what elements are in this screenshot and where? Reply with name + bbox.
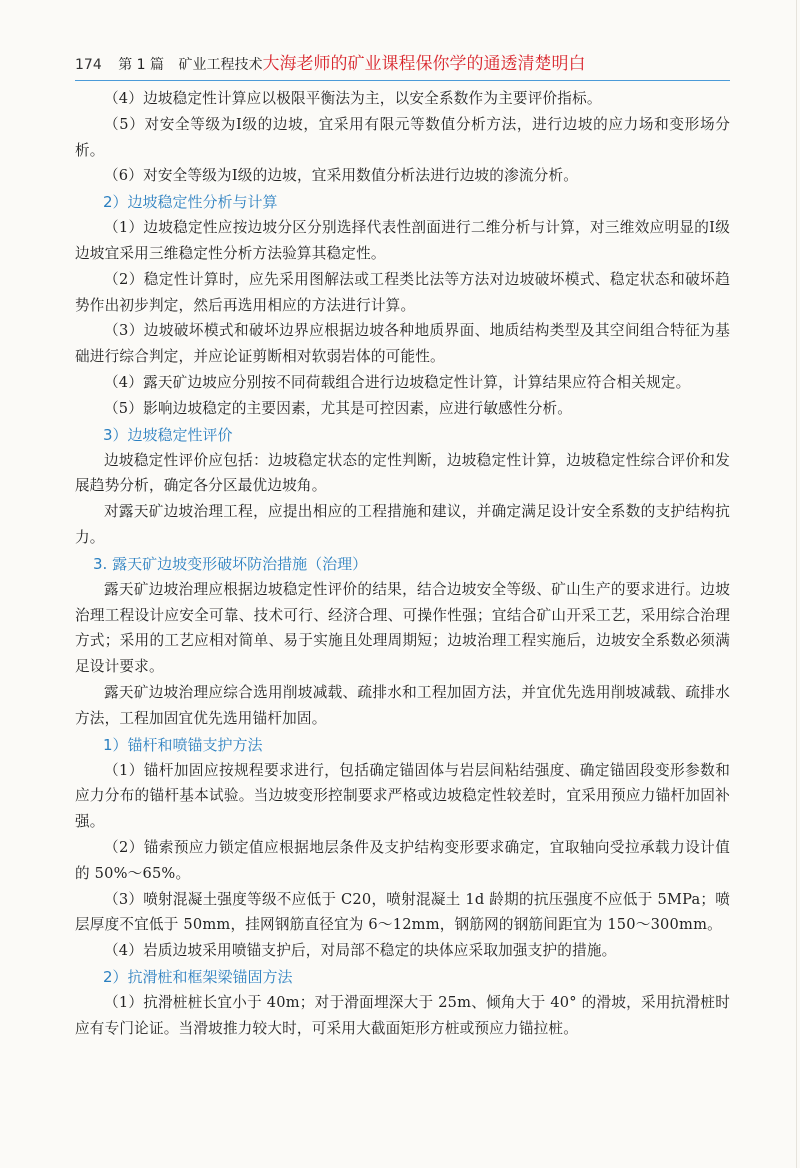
paragraph: （5）对安全等级为Ⅰ级的边坡，宜采用有限元等数值分析方法，进行边坡的应力场和变形场分析。	[75, 115, 730, 159]
part-label: 第 1 篇	[118, 57, 164, 73]
section-heading: 2）抗滑桩和框架梁锚固方法	[103, 967, 293, 986]
paragraph: （1）边坡稳定性应按边坡分区分别选择代表性剖面进行二维分析与计算，对三维效应明显的Ⅰ级边坡宜采用三维稳定性分析方法验算其稳定性。	[75, 219, 730, 262]
section-label: 矿业工程技术	[178, 57, 263, 73]
page-body	[75, 86, 730, 1042]
paragraph: （2）锚索预应力锁定值应根据地层条件及支护结构变形要求确定，宜取轴向受拉承载力设计值的 50%～65%。	[75, 838, 730, 882]
paragraph: 露天矿边坡治理应综合选用削坡减载、疏排水和工程加固方法，并宜优先选用削坡减载、疏排水方法，工程加固宜优先选用锚杆加固。	[75, 683, 730, 727]
section-heading: 2）边坡稳定性分析与计算	[103, 193, 278, 212]
chapter-heading: 3. 露天矿边坡变形破坏防治措施（治理）	[93, 554, 368, 573]
paragraph: （4）露天矿边坡应分别按不同荷载组合进行边坡稳定性计算，计算结果应符合相关规定。	[104, 373, 691, 391]
paragraph: （1）抗滑桩桩长宜小于 40m；对于滑面埋深大于 25m、倾角大于 40° 的滑坡，采用抗滑桩时应有专门论证。当滑坡推力较大时，可采用大截面矩形方桩或预应力锚拉桩。	[75, 993, 730, 1037]
paragraph: （1）锚杆加固应按规程要求进行，包括确定锚固体与岩层间粘结强度、确定锚固段变形参数和应力分布的锚杆基本试验。当边坡变形控制要求严格或边坡稳定性较差时，宜采用预应力锚杆加固补强。	[75, 761, 730, 831]
paragraph: （3）边坡破坏模式和破坏边界应根据边坡各种地质界面、地质结构类型及其空间组合特征为基础进行综合判定，并应论证剪断相对软弱岩体的可能性。	[75, 322, 730, 366]
page-number: 174	[75, 57, 102, 73]
scan-edge-line	[796, 0, 797, 1168]
watermark-text: 大海老师的矿业课程保你学的通透清楚明白	[262, 54, 586, 74]
section-heading: 1）锚杆和喷锚支护方法	[103, 735, 263, 754]
paragraph: （3）喷射混凝土强度等级不应低于 C20，喷射混凝土 1d 龄期的抗压强度不应低于 5MPa；喷层厚度不宜低于 50mm，挂网钢筋直径宜为 6～12mm，钢筋网的钢筋间距宜为 150～300mm。	[75, 890, 730, 934]
section-heading: 3）边坡稳定性评价	[103, 425, 233, 444]
page-header	[75, 52, 730, 81]
paragraph: （6）对安全等级为Ⅰ级的边坡，宜采用数值分析法进行边坡的渗流分析。	[104, 167, 579, 185]
paragraph: （4）边坡稳定性计算应以极限平衡法为主，以安全系数作为主要评价指标。	[104, 90, 602, 107]
paragraph: （4）岩质边坡采用喷锚支护后，对局部不稳定的块体应采取加强支护的措施。	[104, 942, 617, 960]
paragraph: 对露天矿边坡治理工程，应提出相应的工程措施和建议，并确定满足设计安全系数的支护结构抗力。	[75, 503, 730, 546]
paragraph: （2）稳定性计算时，应先采用图解法或工程类比法等方法对边坡破坏模式、稳定状态和破坏趋势作出初步判定，然后再选用相应的方法进行计算。	[75, 270, 730, 314]
paragraph: 边坡稳定性评价应包括：边坡稳定状态的定性判断，边坡稳定性计算，边坡稳定性综合评价和发展趋势分析，确定各分区最优边坡角。	[75, 451, 730, 495]
paragraph: （5）影响边坡稳定的主要因素，尤其是可控因素，应进行敏感性分析。	[104, 399, 573, 417]
paragraph: 露天矿边坡治理应根据边坡稳定性评价的结果，结合边坡安全等级、矿山生产的要求进行。边坡治理工程设计应安全可靠、技术可行、经济合理、可操作性强；宜结合矿山开采工艺，采用综合治理方式；采用的工艺应相对简单、易于实施且处理周期短；边坡治理工程实施后，边坡安全系数必须满足设计要求。	[75, 580, 730, 676]
